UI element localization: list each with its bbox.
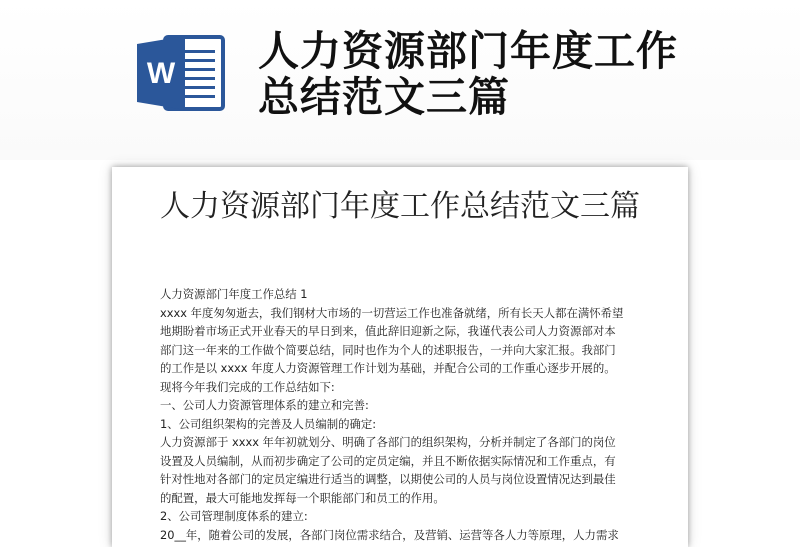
body-line: 1、公司组织架构的完善及人员编制的确定: — [160, 416, 377, 431]
body-line: 的配置，最大可能地发挥每一个职能部门和员工的作用。 — [160, 490, 445, 505]
page-title: 人力资源部门年度工作总结范文三篇 — [258, 27, 678, 121]
body-line: 20__年，随着公司的发展，各部门岗位需求结合，及营销、运营等各人力等原理，人力需求 — [160, 527, 619, 542]
body-line: 现将今年我们完成的工作总结如下: — [160, 379, 335, 394]
word-document-icon — [135, 32, 229, 114]
document-body — [160, 285, 642, 544]
body-line: 设置及人员编制，从而初步确定了公司的定员定编，并且不断依据实际情况和工作重点，有 — [160, 453, 616, 468]
body-line: 人力资源部门年度工作总结 1 — [160, 287, 308, 301]
body-line: 地期盼着市场正式开业春天的早日到来，值此辞旧迎新之际，我谨代表公司人力资源部对本 — [160, 324, 616, 338]
body-line: xxxx 年度匆匆逝去，我们钢材大市场的一切营运工作也准备就绪，所有长天人都在满怀希望 — [160, 305, 624, 320]
header-banner — [0, 0, 800, 160]
document-title: 人力资源部门年度工作总结范文三篇 — [160, 189, 640, 224]
body-line: 的工作是以 xxxx 年度人力资源管理工作计划为基础，并配合公司的工作重心逐步开展的。 — [160, 361, 616, 375]
body-line: 一、公司人力资源管理体系的建立和完善: — [160, 398, 369, 412]
body-line: 部门这一年来的工作做个简要总结，同时也作为个人的述职报告，一并向大家汇报。我部门 — [160, 342, 616, 357]
body-line: 2、公司管理制度体系的建立: — [160, 509, 308, 523]
body-line: 针对性地对各部门的定员定编进行适当的调整，以期使公司的人员与岗位设置情况达到最佳 — [160, 472, 616, 486]
body-line: 人力资源部于 xxxx 年年初就划分、明确了各部门的组织架构，分析并制定了各部门的岗位 — [160, 435, 616, 449]
word-icon-letter: W — [146, 57, 176, 90]
